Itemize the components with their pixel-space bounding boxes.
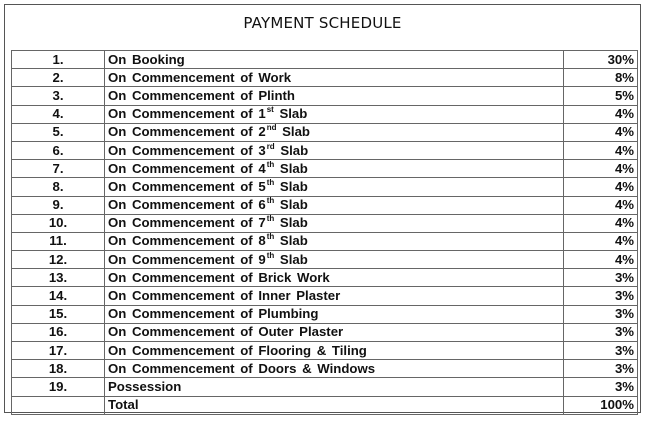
description-suffix: Slab [274,160,308,176]
table-row [12,160,638,178]
row-number: 16. [12,323,105,341]
description-suffix: Slab [274,215,308,231]
ordinal-suffix: nd [266,123,277,133]
table-row [12,342,638,360]
description-suffix: Slab [274,142,309,158]
row-description [105,360,564,378]
row-percentage: 3% [564,342,638,360]
row-description [105,51,564,69]
description-suffix: Slab [274,178,308,194]
table-row [12,196,638,214]
description-text: On Commencement of 1 [108,106,266,122]
ordinal-suffix: th [266,177,275,187]
payment-schedule-frame [4,4,641,413]
row-percentage: 4% [564,123,638,141]
row-description [105,378,564,396]
row-percentage: 3% [564,378,638,396]
row-description [105,251,564,269]
row-percentage: 4% [564,232,638,250]
row-percentage: 3% [564,360,638,378]
row-percentage: 30% [564,51,638,69]
description-suffix: Slab [273,106,308,122]
row-description [105,69,564,87]
description-text: On Commencement of 6 [108,197,266,213]
table-row [12,305,638,323]
row-description [105,287,564,305]
row-description [105,196,564,214]
row-description [105,269,564,287]
description-text: On Commencement of 5 [108,178,266,194]
row-number: 14. [12,287,105,305]
ordinal-suffix: th [266,250,275,260]
table-row [12,214,638,232]
description-text: On Commencement of Inner Plaster [108,288,341,304]
row-number: 4. [12,105,105,123]
row-number: 8. [12,178,105,196]
ordinal-suffix: th [266,196,275,206]
row-description [105,342,564,360]
row-description [105,105,564,123]
row-number: 18. [12,360,105,378]
description-text: On Commencement of 4 [108,160,266,176]
total-number [12,396,105,414]
row-description [105,214,564,232]
row-description [105,305,564,323]
total-label: Total [105,396,564,414]
page-title: PAYMENT SCHEDULE [243,14,402,32]
row-number: 2. [12,69,105,87]
table-row [12,269,638,287]
row-percentage: 8% [564,69,638,87]
description-text: On Commencement of Brick Work [108,269,330,285]
description-text: On Commencement of Plumbing [108,306,319,322]
description-text: On Commencement of 2 [108,124,266,140]
row-number: 15. [12,305,105,323]
row-percentage: 4% [564,160,638,178]
row-percentage: 3% [564,269,638,287]
table-row [12,105,638,123]
row-description [105,178,564,196]
description-text: On Commencement of Work [108,69,292,85]
row-percentage: 4% [564,141,638,159]
total-row [12,396,638,414]
description-text: On Commencement of Plinth [108,87,295,103]
table-row [12,69,638,87]
description-text: On Commencement of Outer Plaster [108,324,344,340]
table-row [12,51,638,69]
row-percentage: 4% [564,214,638,232]
ordinal-suffix: st [266,105,274,115]
row-number: 6. [12,141,105,159]
table-row [12,287,638,305]
description-text: On Commencement of Flooring & Tiling [108,342,367,358]
row-percentage: 4% [564,105,638,123]
table-row [12,178,638,196]
row-percentage: 4% [564,196,638,214]
row-description [105,123,564,141]
description-text: On Commencement of Doors & Windows [108,360,376,376]
row-description [105,141,564,159]
ordinal-suffix: th [266,214,275,224]
row-number: 19. [12,378,105,396]
schedule-rows [12,51,638,415]
description-suffix: Slab [276,124,310,140]
table-row [12,323,638,341]
description-text: On Booking [108,51,185,67]
table-row [12,123,638,141]
ordinal-suffix: th [266,232,275,242]
description-text: On Commencement of 7 [108,215,266,231]
table-row [12,87,638,105]
row-percentage: 3% [564,323,638,341]
table-row [12,141,638,159]
row-number: 3. [12,87,105,105]
row-description [105,87,564,105]
payment-schedule-table [11,50,638,415]
ordinal-suffix: th [266,159,275,169]
row-percentage: 4% [564,178,638,196]
description-suffix: Slab [274,251,308,267]
table-row [12,378,638,396]
row-number: 10. [12,214,105,232]
row-description [105,160,564,178]
row-percentage: 3% [564,287,638,305]
row-number: 5. [12,123,105,141]
table-row [12,232,638,250]
table-row [12,360,638,378]
row-number: 17. [12,342,105,360]
table-row [12,251,638,269]
description-suffix: Slab [274,233,308,249]
row-number: 9. [12,196,105,214]
description-suffix: Slab [274,197,308,213]
row-number: 7. [12,160,105,178]
row-description [105,323,564,341]
row-percentage: 5% [564,87,638,105]
row-number: 1. [12,51,105,69]
row-number: 12. [12,251,105,269]
row-number: 13. [12,269,105,287]
row-percentage: 4% [564,251,638,269]
row-description [105,232,564,250]
description-text: On Commencement of 3 [108,142,266,158]
ordinal-suffix: rd [266,141,275,151]
row-percentage: 3% [564,305,638,323]
row-number: 11. [12,232,105,250]
description-text: On Commencement of 9 [108,251,266,267]
description-text: Possession [108,378,182,394]
description-text: On Commencement of 8 [108,233,266,249]
total-percentage: 100% [564,396,638,414]
